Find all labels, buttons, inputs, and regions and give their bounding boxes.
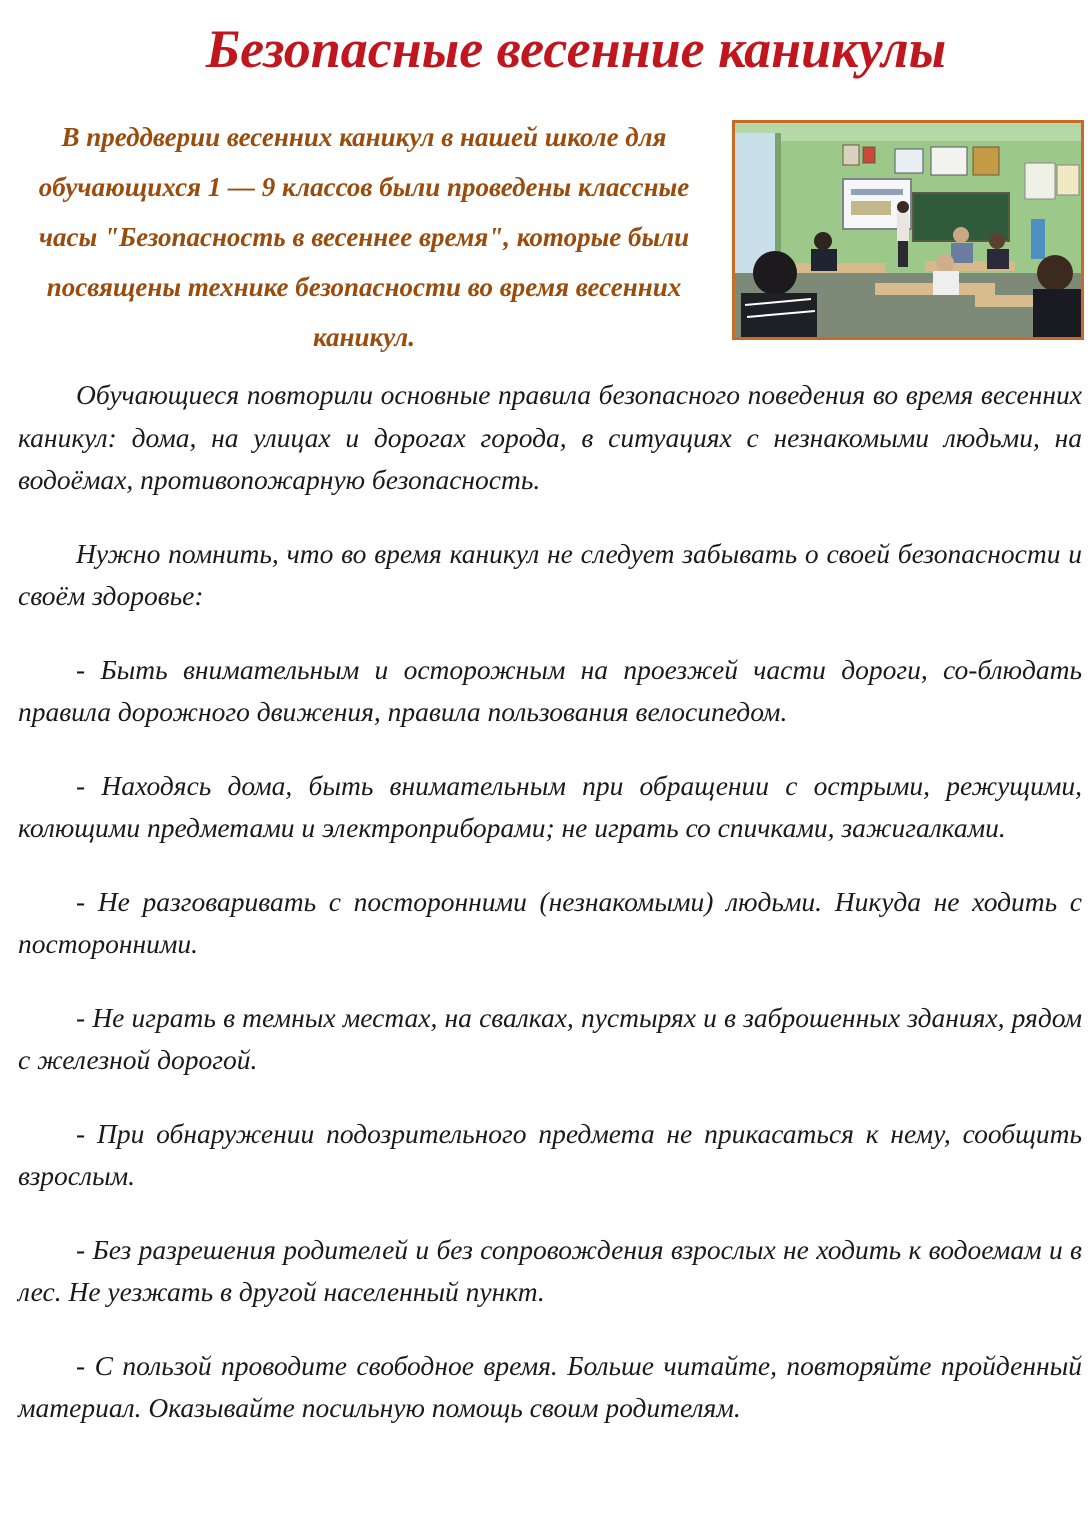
rule-item-5: - При обнаружении подозрительного предмета не прикасаться к нему, сообщить взрослым. bbox=[18, 1117, 1082, 1191]
rule-item-6: - Без разрешения родителей и без сопровождения взрослых не ходить к водоемам и в лес. Не уезжать в другой населенный пункт. bbox=[18, 1233, 1082, 1307]
classroom-photo-illustration bbox=[735, 123, 1081, 337]
classroom-photo bbox=[732, 120, 1084, 340]
intro-paragraph: В преддверии весенних каникул в нашей школе для обучающихся 1 — 9 классов были проведены классные часы "Безопасность в весеннее время", которые были посвящены технике безопасности во время весенних каникул. bbox=[38, 122, 690, 352]
rule-item-4: - Не играть в темных местах, на свалках, пустырях и в заброшенных зданиях, рядом с железной дорогой. bbox=[18, 1001, 1082, 1075]
rule-item-2: - Находясь дома, быть внимательным при обращении с острыми, режущими, колющими предметами и электроприборами; не играть со спичками, зажигалками. bbox=[18, 769, 1082, 843]
rule-item-1: - Быть внимательным и осторожным на проезжей части дороги, со-блюдать правила дорожного движения, правила пользования велосипедом. bbox=[18, 653, 1082, 727]
rule-item-3: - Не разговаривать с посторонними (незнакомыми) людьми. Никуда не ходить с посторонними. bbox=[18, 885, 1082, 959]
body-text bbox=[18, 374, 1082, 1461]
rule-item-7: - С пользой проводите свободное время. Больше читайте, повторяйте пройденный материал. Оказывайте посильную помощь своим родителям. bbox=[18, 1349, 1082, 1423]
paragraph-1: Обучающиеся повторили основные правила безопасного поведения во время весенних каникул: дома, на улицах и дорогах города, в ситуациях с незнакомыми людьми, на водоёмах, противопожарную безопасность. bbox=[18, 379, 1082, 495]
paragraph-2: Нужно помнить, что во время каникул не следует забывать о своей безопасности и своём здоровье: bbox=[18, 537, 1082, 611]
page-title: Безопасные весенние каникулы bbox=[205, 19, 947, 79]
